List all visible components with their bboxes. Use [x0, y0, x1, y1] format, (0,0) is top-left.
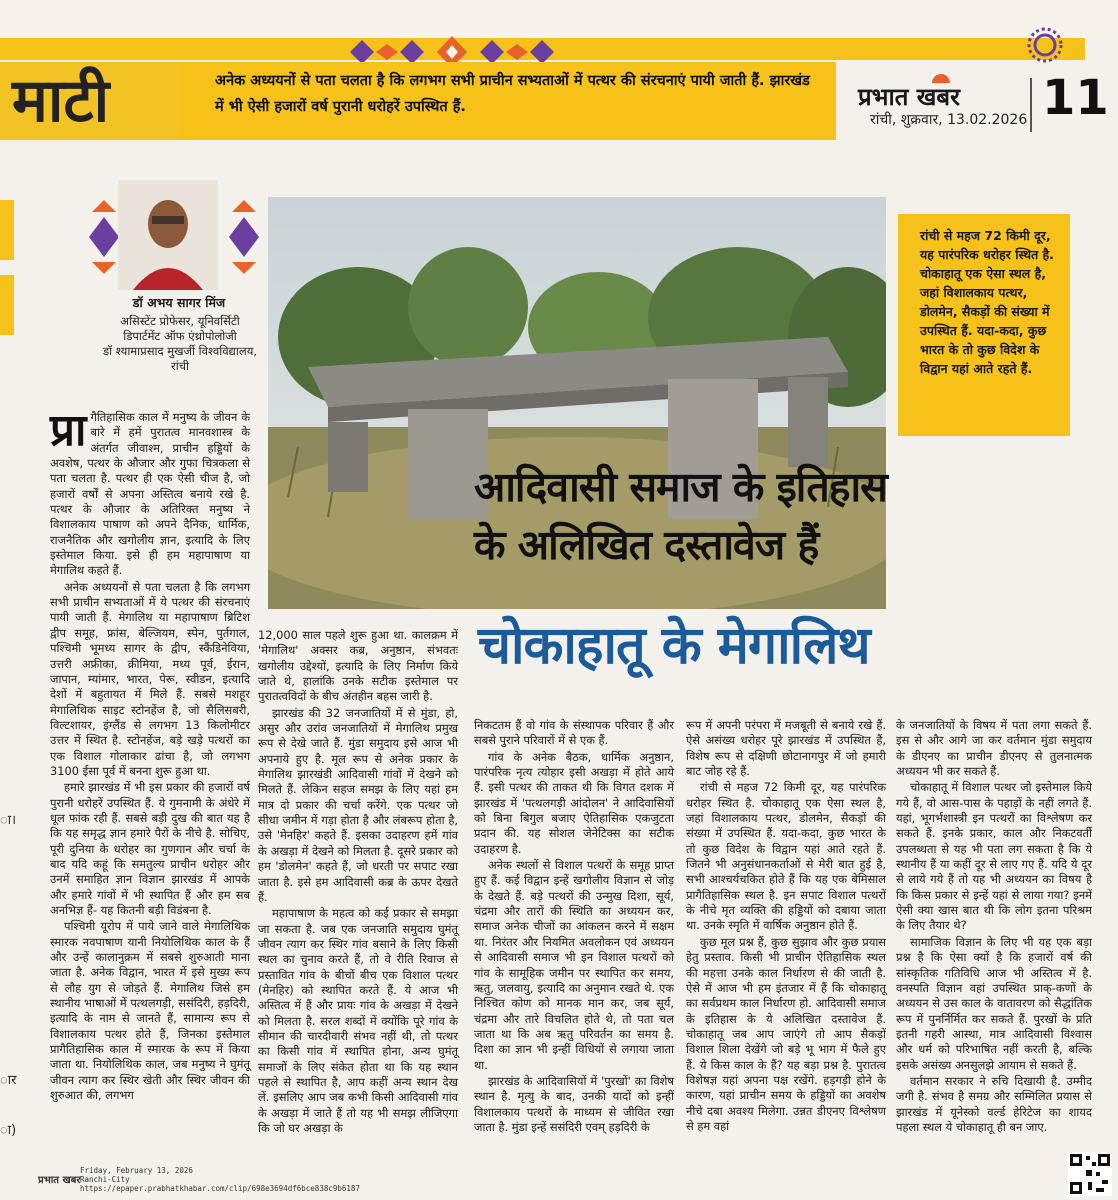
- page-number: 11: [1042, 70, 1109, 126]
- paragraph: [50, 405, 250, 579]
- headline-line: आदिवासी समाज के इतिहास: [474, 463, 887, 511]
- footer-edition: Ranchi-City: [80, 1175, 130, 1184]
- author-name: डॉ अभय सागर मिंज: [132, 295, 226, 310]
- paragraph: चोकाहातू में विशाल पत्थर जो इस्तेमाल किये गये हैं, वो आस-पास के पहाड़ों के नहीं लगते हैं. यहां, भूगर्भशास्त्री इन पत्थरों का विश्लेषण कर सकते हैं. इनके प्रकार, काल और निकटवर्ती उपलब्धता से यह भी पता लग सकता है कि ये स्थानीय हैं या कहीं दूर से लाए गए हैं. यदि ये दूर से लाये गये हैं तो यह भी अध्ययन का विषय है कि किस प्रकार से इन्हें यहां से लाया गया? इनमें ऐसी क्या खास बात थी कि लोग इतना परिश्रम के लिए तैयार थे?: [896, 780, 1092, 933]
- footer-info: [80, 1166, 360, 1193]
- qr-code-icon[interactable]: [1068, 1152, 1112, 1196]
- paragraph-text: गैतिहासिक काल में मनुष्य के जीवन के बारे में हमें पुरातत्व मानवशास्त्र के अंतर्गत जीवाश्म, प्राचीन हड्डियों के अवशेष, पत्थर के औजार और गुफा चित्रकला से पता चलता है. पत्थर ही एक ऐसी चीज है, जो हजारों वर्षों से अपना अस्तित्व बनाये रखे है. पत्थर के औजार के अतिरिक्त मनुष्य ने विशालकाय पाषाण को अपने दैनिक, धार्मिक, राजनैतिक और खगोलीय ज्ञान, इत्यादि के लिए इस्तेमाल किया. इसे ही हम महापाषाण या मेगालिथ कहते हैं.: [50, 410, 250, 578]
- designation-line: असिस्टेंट प्रोफेसर, यूनिवर्सिटी: [120, 314, 240, 328]
- paragraph: निकटतम हैं वो गांव के संस्थापक परिवार हैं और सबसे पुराने परिवारों में से एक हैं.: [474, 718, 674, 748]
- article-column-4: [686, 718, 886, 1135]
- paragraph: के जनजातियों के विषय में पता लगा सकते हैं. इस से और आगे जा कर वर्तमान मुंडा समुदाय के डीएनए का प्राचीन डीएनए से तुलनात्मक अध्ययन भी कर सकते हैं.: [896, 718, 1092, 779]
- paragraph: अनेक स्थलों से विशाल पत्थरों के समूह प्राप्त हुए हैं. कई विद्वान इन्हें खगोलीय विज्ञान से जोड़ के देखते हैं. बड़े पत्थरों की उन्मुख दिशा, सूर्य, चंद्रमा और तारों की स्थिति का अध्ययन कर, समाज अनेक चीजों का आंकलन करने में सक्षम था. निरंतर और नियमित अवलोकन एवं अध्ययन से आदिवासी समाज भी इन विशाल पत्थरों को गांव के सामूहिक जमीन पर स्थापित कर समय, ऋतु, जलवायु, इत्यादि का अनुमान रखते थे. एक निश्चित कोण को मानक मान कर, जब सूर्य, चंद्रमा और तारे विचलित होते थे, तो पता चल जाता था कि अब ऋतु परिवर्तन का समय है. दिशा का ज्ञान भी इन्हीं विधियों से लगाया जाता था.: [474, 858, 674, 1072]
- headline: [474, 458, 1074, 574]
- headline-line: के अलिखित दस्तावेज हैं: [474, 521, 819, 569]
- city-date: रांची, शुक्रवार, 13.02.2026: [870, 112, 1028, 128]
- cut-text: ा): [0, 1123, 17, 1138]
- paragraph: पश्चिमी यूरोप में पाये जाने वाले मेगालिथिक स्मारक नवपाषाण यानी नियोलिथिक काल के हैं और उन्हें कालानुक्रम में सबसे शुरुआती माना जाता है. अनेक विद्वान, भारत में इसे मुख्य रूप से लौह युग से जोड़ते हैं. मेगालिथ जिसे हम स्थानीय भाषाओं में पत्थलगड़ी, ससंदिरी, हड़दिरी, इत्यादि के नाम से जानते हैं, सामान्य रूप से विशालकाय पत्थर होते हैं, जिनका इस्तेमाल प्रागैतिहासिक काल में स्मारक के रूप में किया जाता था. नियोलिथिक काल, जब मनुष्य ने घुमंतू जीवन त्याग कर स्थिर खेती और स्थिर जीवन की शुरुआत की, लगभग: [50, 919, 250, 1103]
- designation-line: रांची: [171, 359, 189, 373]
- article-column-5: [896, 718, 1092, 1136]
- paragraph: हमारे झारखंड में भी इस प्रकार की हजारों वर्ष पुरानी धरोहरें उपस्थित हैं. ये गुमनामी के अंधेरे में धूल फांक रही हैं. सबसे बड़ी दुख की बात यह है कि यह समृद्ध ज्ञान हमारे पैरों के नीचे है. सोचिए, पूरी दुनिया के धरोहर का गुणगान और चर्चा के बाद यदि कहूं कि समतुल्य प्राचीन धरोहर और उनमें समाहित ज्ञान विज्ञान झारखंड में आपके और हमारे गांवों में भी स्थापित हैं और हम सब अनभिज्ञ हैं- यह कितनी बड़ी विडंबना है.: [50, 780, 250, 917]
- article-column-1: [50, 405, 250, 1104]
- divider: [1030, 78, 1032, 132]
- paper-brand: प्रभात खबर: [858, 83, 960, 111]
- dropcap: प्रा: [50, 405, 87, 456]
- lead-text: अनेक अध्ययनों से पता चलता है कि लगभग सभी प्राचीन सभ्यताओं में पत्थर की संरचनाएं पायी जाती हैं. झारखंड में भी ऐसी हजारों वर्ष पुरानी धरोहरें उपस्थित हैं.: [215, 73, 810, 115]
- paragraph: सामाजिक विज्ञान के लिए भी यह एक बड़ा प्रश्न है कि ऐसा क्यों है कि हजारों वर्ष की सांस्कृतिक गतिविधि आज भी अस्तित्व में है. वनस्पति विज्ञान वहां उपस्थित प्राक्-कणों के अध्ययन से उस काल के वातावरण को सैद्धांतिक रूप में पुनर्निर्मित कर सकते हैं. पुरखों के प्रति इतनी गहरी आस्था, मात्र आदिवासी विश्वास और धर्म को परिभाषित नहीं करती है, बल्कि इसके असंख्य अनसुलझे आयाम से सकते हैं.: [896, 934, 1092, 1072]
- left-accent-bar: [0, 275, 14, 335]
- paragraph: कुछ मूल प्रश्न हैं, कुछ सुझाव और कुछ प्रयास हेतु प्रस्ताव. किसी भी प्राचीन ऐतिहासिक स्थल की महत्ता उनके काल निर्धारण से की जाती है. ऐसे में आज भी हम इंतजार में हैं कि चोकाहातू का सर्वप्रथम काल निर्धारण हो. आदिवासी समाज के इतिहास के ये अलिखित दस्तावेज हैं. चोकाहातू जब आप जाएंगे तो आप सैकड़ों विशाल शिला देखेंगे जो बड़े भू भाग में फैले हुए हैं. ये किस काल के हैं? यह बड़ा प्रश्न है. पुरातत्व विशेषज्ञ यहां अपना पक्ष रखेंगे. हड़गड़ी होने के कारण, यहां प्राचीन समय के हड्डियों का अवशेष नीचे दबा अवश्य मिलेगा. उन्नत डीएनए विश्लेषण से हम वहां: [686, 934, 886, 1133]
- designation-line: डिपार्टमेंट ऑफ एंथ्रोपोलोजी: [123, 329, 237, 343]
- author-designation: [60, 314, 300, 374]
- section-label: माटी: [0, 62, 178, 140]
- paragraph: महापाषाण के महत्व को कई प्रकार से समझा जा सकता है. जब एक जनजाति समुदाय घुमंतू जीवन त्याग कर स्थिर गांव बसाने के लिए किसी स्थल का चुनाव करते हैं, तो वे रीति रिवाज से प्रस्तावित गांव के बीचों बीच एक विशाल पत्थर (मेनहिर) को स्थापित करते हैं. ये आज भी अस्तित्व में हैं और प्रायः गांव के अखड़ा में देखने को मिलता है. सरल शब्दों में क्योंकि पूरे गांव के सीमान की चारदीवारी संभव नहीं थी, तो पत्थर का किसी गांव में स्थापित होना, अन्य घुमंतू समाजों के लिए संकेत होता था कि यह स्थान पहले से स्थापित है, आप कहीं अन्य स्थान देख लें. इसलिए आप जब कभी किसी आदिवासी गांव के अखड़ा में जाते हैं तो यह भी समझ लीजिएगा कि जो घर अखड़ा के: [258, 906, 458, 1135]
- article-column-2: [258, 628, 458, 1137]
- paragraph: 12,000 साल पहले शुरू हुआ था. कालक्रम में 'मेगालिथ' अक्सर कब्र, अनुष्ठान, संभवतः खगोलीय उद्देश्यों, इत्यादि के लिए निर्माण किये जाते थे, हालांकि उनके सटीक इस्तेमाल पर पुरातत्वविदों के बीच अंतहीन बहस जारी है.: [258, 628, 458, 704]
- footer-date: Friday, February 13, 2026: [80, 1166, 193, 1175]
- paragraph: रूप में अपनी परंपरा में मजबूती से बनाये रखे हैं. ऐसे असंख्य धरोहर पूरे झारखंड में उपस्थित हैं, विशेष रूप से दक्षिणी छोटानागपुर में जो हमारी बाट जोह रहे हैं.: [686, 718, 886, 779]
- designation-line: डॉ श्यामाप्रसाद मुखर्जी विश्वविद्यालय,: [102, 344, 258, 358]
- article-column-3: [474, 718, 674, 1136]
- paragraph: वर्तमान सरकार ने रुचि दिखायी है. उम्मीद जगी है. संभव है समग्र और सम्मिलित प्रयास से झारखंड में यूनेस्को वर्ल्ड हेरिटेज का शायद पहला स्थल ये चोकाहातू ही बन जाए.: [896, 1073, 1092, 1134]
- paragraph: अनेक अध्ययनों से पता चलता है कि लगभग सभी प्राचीन सभ्यताओं में ये पत्थर की संरचनाएं पायी जाती हैं. मेगालिथ या महापाषाण ब्रिटिश द्वीप समूह, फ्रांस, बेल्जियम, स्पेन, पुर्तगाल, पश्चिमी भूमध्य सागर के द्वीप, स्कैंडिनेविया, उत्तरी अफ्रीका, क्रीमिया, मध्य पूर्व, ईरान, जापान, म्यांमार, भारत, पेरू, स्वीडन, इत्यादि देशों में बहुतायत में मिले हैं. सबसे मशहूर मेगालिथिक साइट स्टोनहेंज है, जो सैलिसबरी, विल्टशायर, इंग्लैंड से लगभग 13 किलोमीटर उत्तर में स्थित है. स्टोनहेंज, बड़े खड़े पत्थरों का एक विशाल गोलाकार ढांचा है, जो लगभग 3100 ईसा पूर्व में बनना शुरू हुआ था.: [50, 579, 250, 778]
- author-photo: [118, 180, 218, 290]
- sun-logo-icon: [930, 70, 952, 84]
- flower-motif-icon: [1020, 25, 1070, 65]
- subheadline: चोकाहातू के मेगालिथ: [478, 616, 870, 676]
- paragraph: रांची से महज 72 किमी दूर, यह पारंपरिक धरोहर स्थित है. चोकाहातू एक ऐसा स्थल है, जहां विशालकाय पत्थर, डोलमेन, सैकड़ों की संख्या में उपस्थित हैं. यदा-कदा, कुछ भारत के तो कुछ विदेश के विद्वान यहां आते रहते हैं. जितने भी अनुसंधानकर्ताओं से मेरी बात हुई है, सभी आश्चर्यचकित होते हैं कि यह एक बेमिसाल प्रागैतिहासिक स्थल है. इन सपाट विशाल पत्थरों के नीचे मृत व्यक्ति की हड्डियों को दबाया जाता था. उनके स्मृति में वार्षिक अनुष्ठान होते हैं.: [686, 780, 886, 933]
- left-accent-bar: [0, 200, 14, 260]
- pull-quote-text: रांची से महज 72 किमी दूर, यह पारंपरिक धरोहर स्थित है. चोकाहातू एक ऐसा स्थल है, जहां विशालकाय पत्थर, डोलमेन, सैकड़ों की संख्या में उपस्थित हैं. यदा-कदा, कुछ भारत के तो कुछ विदेश के विद्वान यहां आते रहते हैं.: [920, 228, 1054, 376]
- paragraph: झारखंड के आदिवासियों में 'पुरखों' का विशेष स्थान है. मृत्यु के बाद, उनकी यादों को इन्हीं विशालकाय पत्थरों के माध्यम से जीवित रखा जाता है. मुंडा इन्हें ससंदिरी एवम् हड़दिरी के: [474, 1073, 674, 1134]
- paragraph: गांव के अनेक बैठक, धार्मिक अनुष्ठान, पारंपरिक नृत्य त्योहार इसी अखड़ा में होते आये हैं. इसी पत्थर की ताकत थी कि विगत दशक में झारखंड में 'पत्थलगड़ी आंदोलन' ने आदिवासियों को बिना बिगुल बजाए ऐतिहासिक एकजुटता प्रदान की. यह सोशल जेनेटिक्स का सटीक उदाहरण है.: [474, 749, 674, 856]
- footer-logo: प्रभात खबर: [38, 1175, 81, 1186]
- cut-text: ार: [0, 1073, 17, 1088]
- paragraph: झारखंड की 32 जनजातियों में से मुंडा, हो, असुर और उरांव जनजातियों में मेगालिथ प्रमुख रूप से देखे जाते हैं. मुंडा समुदाय इसे आज भी अपनाये हुए है. मूल रूप से अनेक प्रकार के मेगालिथ झारखंडी आदिवासी गांवों में देखने को मिलते हैं. लेकिन सहज समझ के लिए यहां हम मात्र दो प्रकार की चर्चा करेंगे. एक पत्थर जो सीधा जमीन में गड़ा होता है और लंबरूप होता है, उसे 'मेनहिर' कहते हैं. इसका उदाहरण हमें गांव के अखड़ा में देखने को मिलता है. दूसरे प्रकार को हम 'डोलमेन' कहते हैं, जो धरती पर सपाट रखा जाता है. इसे हम आदिवासी कब्र के ऊपर देखते हैं.: [258, 705, 458, 904]
- footer-url[interactable]: https://epaper.prabhatkhabar.com/clip/698e3694df6bce838c9b6187: [80, 1184, 360, 1193]
- cut-text: ा।: [0, 813, 17, 828]
